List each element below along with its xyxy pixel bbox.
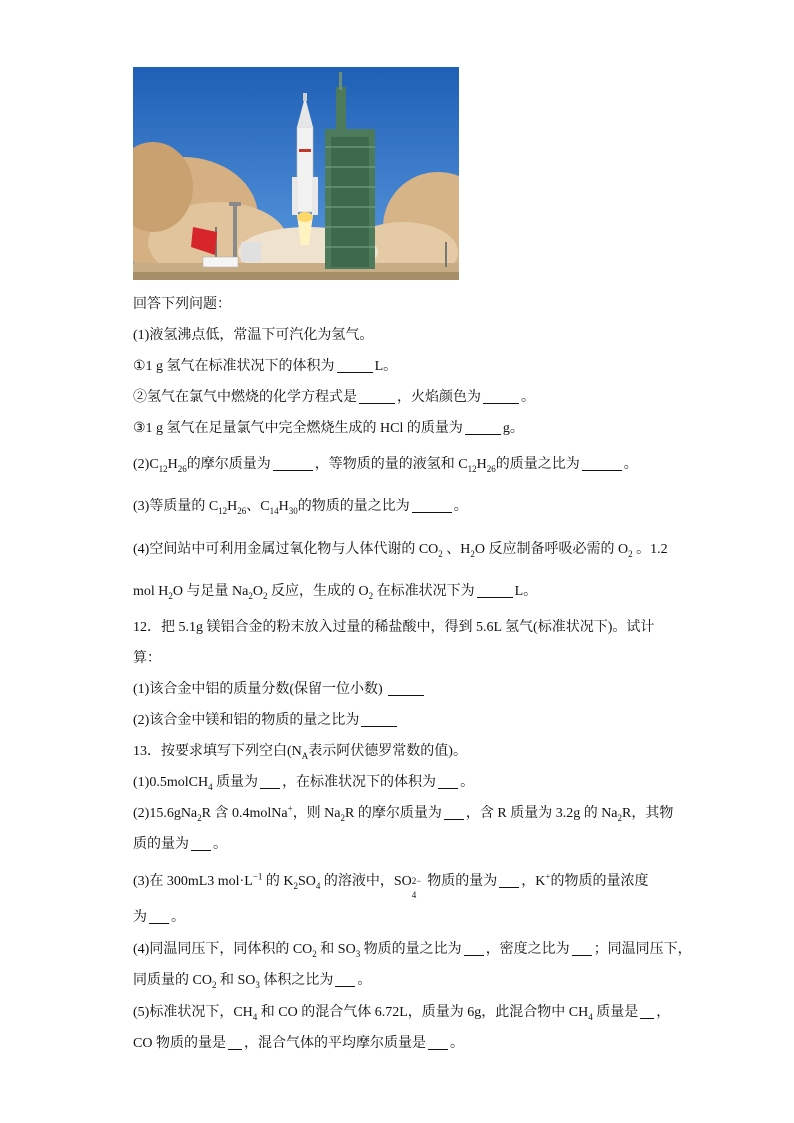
q12-stem-line1: 12．把 5.1g 镁铝合金的粉末放入过量的稀盐酸中，得到 5.6L 氢气(标准状况下)。试计 [133, 620, 655, 635]
q13-part2-line1: (2)15.6gNa$_2$R 含 0.4molNa+，则 $Na_2R$ 的摩尔质量为 ，含 R 质量为 3.2g 的 $Na_2R$，其物 [133, 803, 674, 823]
q13-part3-line1: (3)在 300mL3 $mol\cdot L^{-1}$ 的 $K_2SO_4$ 的溶液中，SO 2− 4 物质的量为 ，K+的物质的量浓度 [133, 871, 649, 900]
q13-part2-line2: 质的量为 。 [133, 837, 227, 852]
answer-blank[interactable] [640, 1004, 654, 1019]
answer-blank[interactable] [428, 1035, 448, 1050]
answer-blank[interactable] [149, 909, 169, 924]
answer-blank[interactable] [412, 498, 452, 513]
answer-blank[interactable] [499, 873, 519, 888]
intro-text: 回答下列问题： [133, 297, 231, 312]
answer-blank[interactable] [465, 420, 501, 435]
q11-part1c: ③1 g 氢气在足量氯气中完全燃烧生成的 HCl 的质量为 g。 [133, 421, 524, 436]
answer-blank[interactable] [582, 456, 622, 471]
q12-part2: (2)该合金中镁和铝的物质的量之比为 [133, 711, 399, 731]
answer-blank[interactable] [260, 774, 280, 789]
q13-part4-line2: 同质量的 $CO_2$ 和 $SO_3$ 体积之比为 。 [133, 973, 372, 990]
q11-part1a: ①1 g 氢气在标准状况下的体积为 L。 [133, 359, 398, 374]
q13-part1: (1)0.5molCH$_4$ 质量为 ，在标准状况下的体积为 。 [133, 775, 475, 792]
q13-part5-line2: CO 物质的量是 ，混合气体的平均摩尔质量是 。 [133, 1036, 464, 1051]
answer-blank[interactable] [361, 712, 397, 727]
answer-blank[interactable] [438, 774, 458, 789]
answer-blank[interactable] [444, 805, 464, 820]
answer-blank[interactable] [337, 358, 373, 373]
q12-part1: (1)该合金中铝的质量分数(保留一位小数) [133, 680, 426, 700]
q11-part2: $(2)C_{12}H_{26}$的摩尔质量为 ，等物质的量的液氢和 $C_{12}H_{26}$的质量之比为 。 [133, 457, 638, 474]
answer-blank[interactable] [464, 941, 484, 956]
answer-blank[interactable] [335, 972, 355, 987]
answer-blank[interactable] [388, 681, 424, 696]
rocket-launch-photo [133, 67, 459, 280]
q13-stem: 13．按要求填写下列空白($N_A$表示阿伏德罗常数的值)。 [133, 744, 467, 761]
q12-stem-line2: 算： [133, 651, 161, 666]
answer-blank[interactable] [228, 1035, 242, 1050]
q13-part3-line2: 为 。 [133, 910, 185, 925]
q13-part4-line1: (4)同温同压下，同体积的 $CO_2$ 和 $SO_3$ 物质的量之比为 ，密度之比为 ；同温同压下， [133, 942, 692, 959]
rocket-launch-image [133, 67, 459, 280]
answer-blank[interactable] [572, 941, 592, 956]
q13-part5-line1: (5)标准状况下，$CH_4$ 和 CO 的混合气体 6.72L，质量为 6g，此混合物中 $CH_4$ 质量是 ， [133, 1005, 671, 1022]
answer-blank[interactable] [359, 389, 395, 404]
answer-blank[interactable] [273, 456, 313, 471]
answer-blank[interactable] [191, 836, 211, 851]
answer-blank[interactable] [483, 389, 519, 404]
q11-part4-line1: (4)空间站中可利用金属过氧化物与人体代谢的 $CO_2$ 、$H_2O$ 反应制备呼吸必需的 $O_2$ 。1.2 [133, 542, 668, 559]
q11-part1b: ②氢气在氯气中燃烧的化学方程式是 ，火焰颜色为 。 [133, 390, 535, 405]
q11-part4-line2: mol $H_2O$ 与足量 $Na_2O_2$ 反应，生成的 $O_2$ 在标准状况下为 L。 [133, 584, 538, 601]
q11-part3: (3)等质量的 $C_{12}H_{26}$、$C_{14}H_{30}$的物质的量之比为 。 [133, 499, 468, 516]
q11-part1-text: (1)液氢沸点低，常温下可汽化为氢气。 [133, 328, 374, 343]
answer-blank[interactable] [477, 583, 513, 598]
